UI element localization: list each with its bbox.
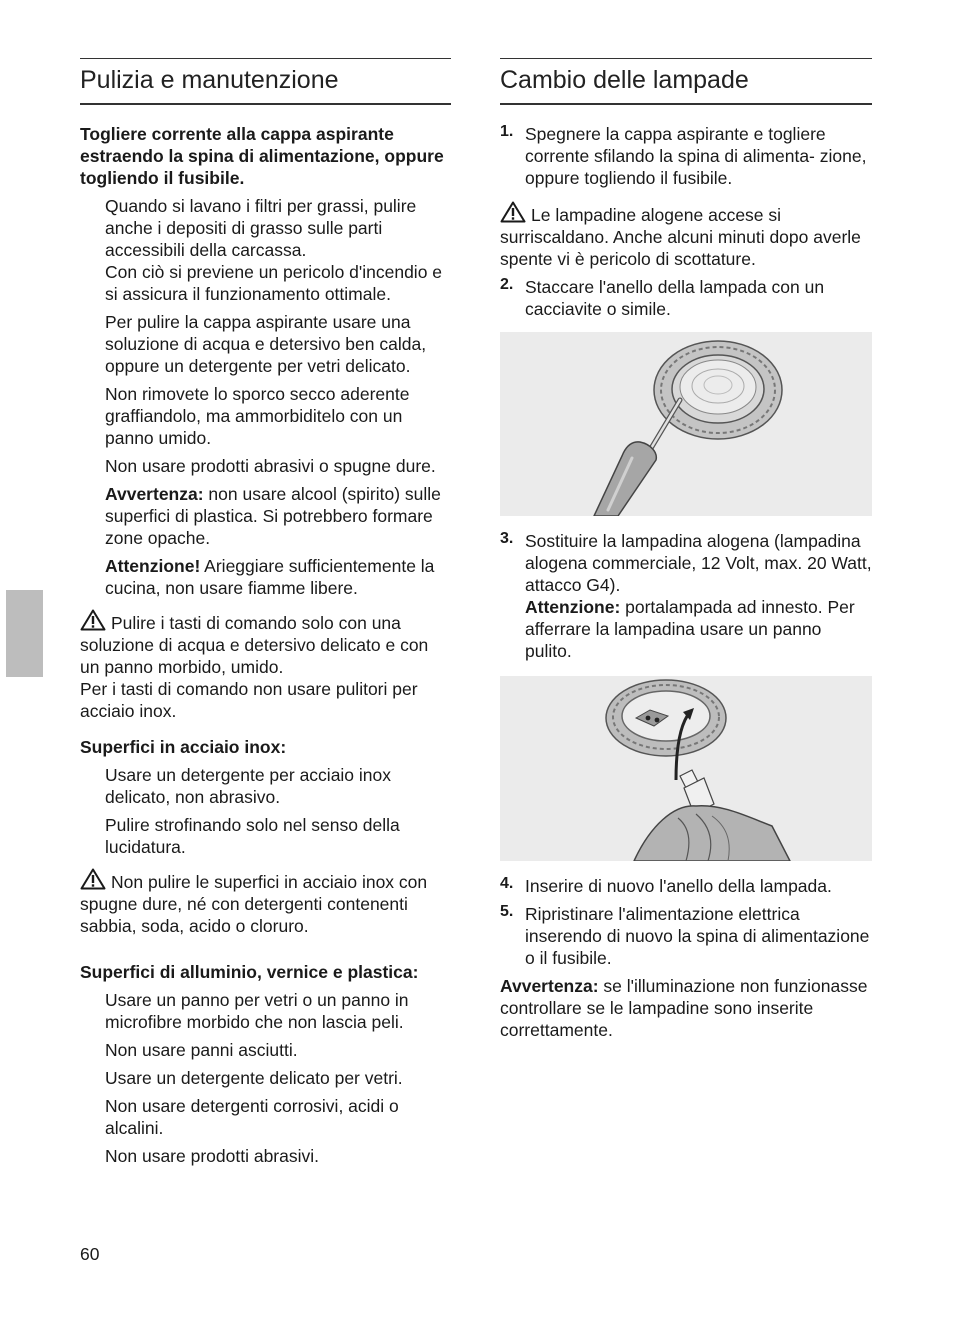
paragraph: Pulire strofinando solo nel senso della lucidatura. — [105, 815, 400, 857]
paragraph: Non usare prodotti abrasivi. — [105, 1146, 319, 1166]
paragraph: Usare un detergente delicato per vetri. — [105, 1068, 403, 1088]
step-number: 1. — [500, 123, 514, 140]
step-text: Inserire di nuovo l'anello della lampada. — [525, 876, 832, 896]
note-text: se l'illuminazione non funzionasse controllare se le lampadine sono inserite correttamente. — [500, 976, 868, 1040]
step-caution — [525, 596, 872, 662]
subheading-inox: Superfici in acciaio inox: — [80, 737, 287, 757]
screwdriver-lamp-ring-illustration — [500, 332, 872, 516]
caution-text: Arieggiare sufficientemente la cucina, non usare fiamme libere. — [105, 556, 435, 598]
step-text: Ripristinare l'alimentazione elettrica inserendo di nuovo la spina di alimentazione o il fusibile. — [525, 904, 870, 968]
caution-paragraph — [80, 555, 451, 599]
step-item — [500, 123, 872, 189]
caution-label: Attenzione! — [105, 556, 201, 576]
warning-paragraph — [80, 868, 451, 937]
section-title-cleaning: Pulizia e manutenzione — [80, 58, 451, 105]
step-item — [500, 875, 872, 897]
paragraph: Non usare panni asciutti. — [105, 1040, 298, 1060]
step-text: Spegnere la cappa aspirante e togliere corrente sfilando la spina di alimenta- zione, oppure togliendo il fusibile. — [525, 124, 867, 188]
section-title-lamps: Cambio delle lampade — [500, 58, 872, 105]
paragraph: Non rimovete lo sporco secco aderente graffiandolo, ma ammorbiditelo con un panno umido. — [105, 384, 410, 448]
paragraph: Quando si lavano i filtri per grassi, pulire anche i depositi di grasso sulle parti accessibili della carcassa. — [105, 196, 417, 260]
paragraph: Usare un detergente per acciaio inox delicato, non abrasivo. — [105, 765, 392, 807]
step-number: 5. — [500, 903, 514, 920]
section-side-tab — [6, 590, 43, 677]
warning-paragraph — [80, 609, 451, 678]
page-number: 60 — [80, 1244, 100, 1264]
warning-triangle-icon — [80, 609, 106, 631]
left-column — [80, 58, 451, 1173]
paragraph: Per i tasti di comando non usare pulitori per acciaio inox. — [80, 679, 418, 721]
illustration-lamp-ring-removal — [500, 332, 872, 516]
step-number: 4. — [500, 875, 514, 892]
step-item — [500, 276, 872, 320]
step-item — [500, 530, 872, 662]
illustration-bulb-replacement — [500, 676, 872, 861]
step-item — [500, 903, 872, 969]
paragraph: Non usare prodotti abrasivi o spugne dure. — [105, 456, 436, 476]
warning-text: Le lampadine alogene accese si surriscaldano. Anche alcuni minuti dopo averle spente vi è pericolo di scottature. — [500, 205, 861, 269]
paragraph: Con ciò si previene un pericolo d'incendio e si assicura il funzionamento ottimale. — [105, 262, 443, 304]
note-paragraph — [500, 975, 872, 1041]
warning-triangle-icon — [500, 201, 526, 223]
note-paragraph — [80, 483, 451, 549]
paragraph: Non usare detergenti corrosivi, acidi o alcalini. — [105, 1096, 399, 1138]
caution-text: portalampada ad innesto. Per afferrare la lampadina usare un panno pulito. — [525, 597, 855, 661]
step-text: Staccare l'anello della lampada con un cacciavite o simile. — [525, 277, 825, 319]
subheading-aluminium: Superfici di alluminio, vernice e plastica: — [80, 962, 419, 982]
note-label: Avvertenza: — [500, 976, 599, 996]
warning-paragraph — [500, 201, 872, 270]
step-text-block — [525, 530, 872, 662]
halogen-bulb-replacement-illustration — [500, 676, 872, 861]
lead-instruction: Togliere corrente alla cappa aspirante estraendo la spina di alimentazione, oppure togliendo il fusibile. — [80, 124, 444, 188]
paragraph: Usare un panno per vetri o un panno in microfibre morbido che non lascia peli. — [105, 990, 409, 1032]
step-text: Sostituire la lampadina alogena (lampadina alogena commerciale, 12 Volt, max. 20 Watt, attacco G4). — [525, 531, 872, 595]
paragraph: Per pulire la cappa aspirante usare una soluzione di acqua e detersivo ben calda, oppure un detergente per vetri delicato. — [105, 312, 427, 376]
step-number: 3. — [500, 530, 514, 547]
warning-text: Non pulire le superfici in acciaio inox con spugne dure, né con detergenti contenenti sabbia, soda, acido o cloruro. — [80, 872, 428, 936]
step-number: 2. — [500, 276, 514, 293]
right-column — [500, 58, 872, 1041]
note-text: non usare alcool (spirito) sulle superfici di plastica. Si potrebbero formare zone opache. — [105, 484, 441, 548]
warning-text: Pulire i tasti di comando solo con una soluzione di acqua e detersivo delicato e con un panno morbido, umido. — [80, 613, 429, 677]
caution-label: Attenzione: — [525, 597, 621, 617]
note-label: Avvertenza: — [105, 484, 204, 504]
warning-triangle-icon — [80, 868, 106, 890]
